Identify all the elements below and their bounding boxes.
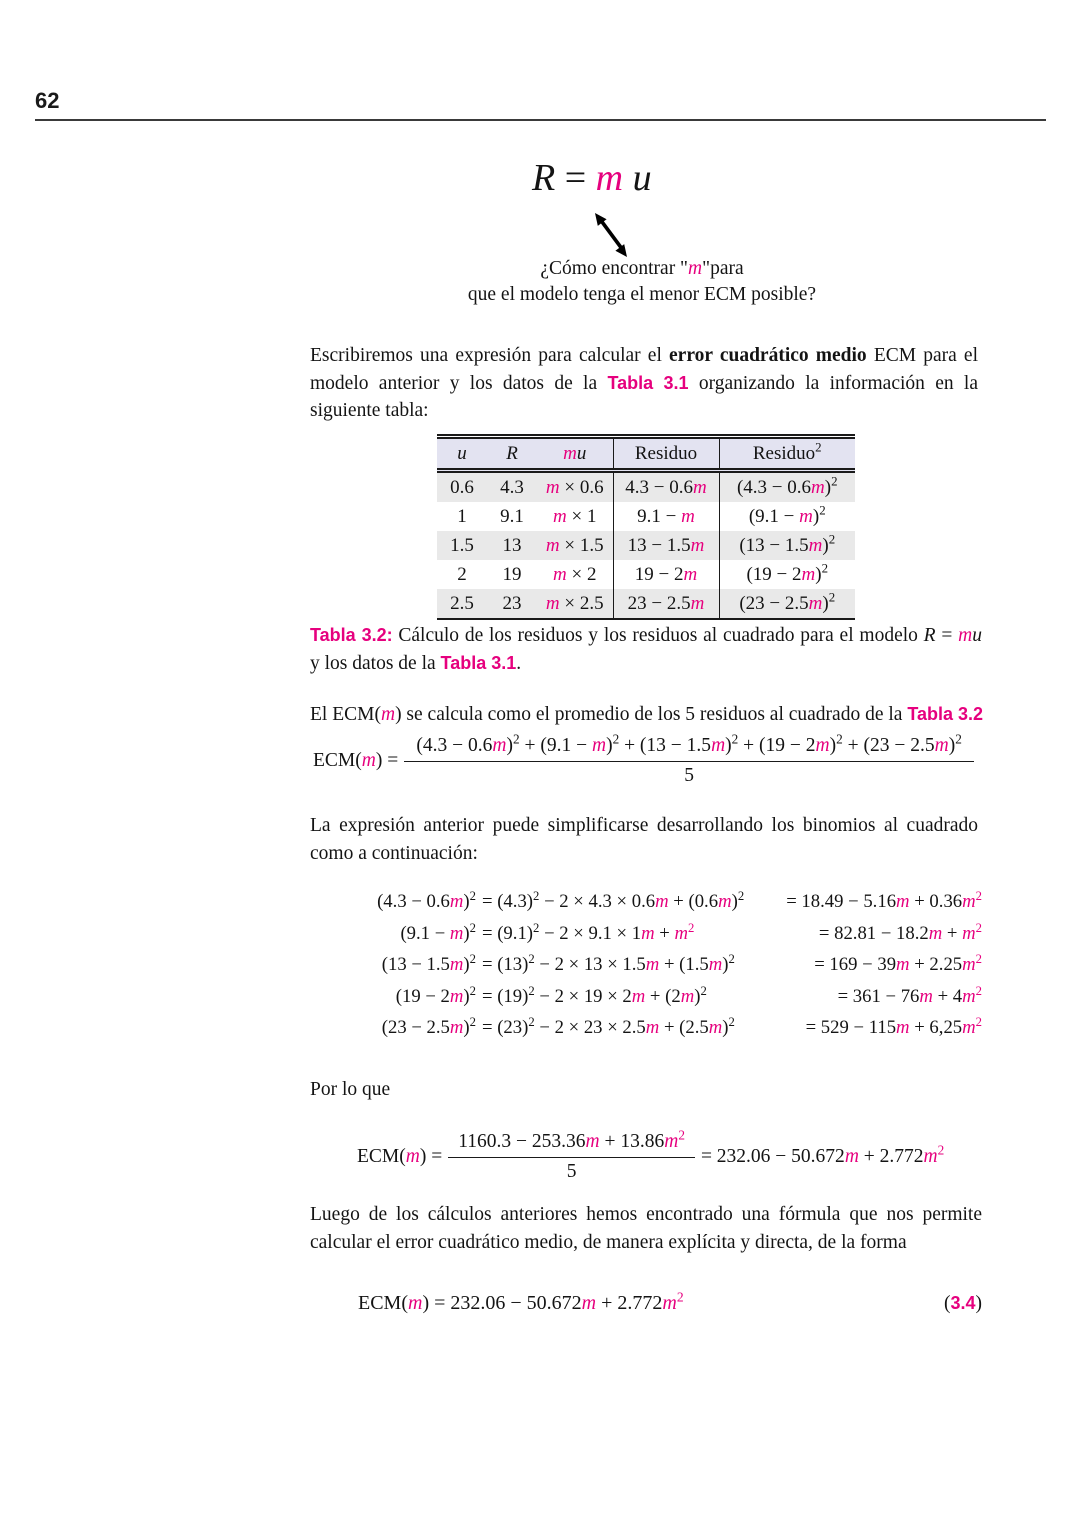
table-3-1-ref-caption: Tabla 3.1 [440, 652, 517, 673]
table-cell: m × 1 [553, 505, 597, 527]
table-cell: 1 [457, 505, 467, 527]
table-cell: 2 [457, 563, 467, 585]
table-body [437, 471, 855, 620]
expansion-row [340, 983, 982, 1008]
table-cell: 9.1 − m [613, 502, 719, 531]
equation-number-value: 3.4 [950, 1293, 976, 1313]
expansion-result: = $169 - 39m + 2.25m^2$ [814, 951, 982, 975]
expansion-result: = $361 - 76m + 4m^2$ [837, 983, 982, 1007]
equation-number [944, 1293, 982, 1315]
table-row [437, 502, 855, 531]
figure-caption-line2: que el modelo tenga el menor ECM posible? [467, 284, 817, 305]
expansion-lhs: $(23 - 2.5m)^2$ [381, 1014, 476, 1038]
figure-caption [310, 256, 974, 308]
table-cell: 13 [502, 534, 522, 556]
expansion-mid: = $(4.3)^2 - 2 \times 4.3 \times 0.6m + (0.6m)^2$ [482, 888, 745, 912]
table-caption [310, 622, 982, 677]
ecm2-lhs: ECM(m) = [357, 1146, 443, 1167]
expansion-lhs: $(19 - 2m)^2$ [395, 983, 476, 1007]
table-caption-text3: . [516, 652, 522, 674]
equation-3-4-math: $ECM(m) = 232.06 - 50.672m + 2.772m^2$ [358, 1289, 684, 1314]
equation-number-close: ) [975, 1293, 982, 1314]
expansion-mid: = $(23)^2 - 2 \times 23 \times 2.5m + (2.5m)^2$ [482, 1014, 735, 1038]
table-cell: m × 2 [553, 563, 597, 585]
expansion-result: = $529 - 115m + 6,25m^2$ [805, 1014, 982, 1038]
fraction-2 [448, 1127, 695, 1183]
table-header-cell: mu [537, 437, 613, 471]
table-cell: $(4.3 - 0.6m)^2$ [719, 471, 855, 503]
table-cell: 23 [502, 592, 522, 614]
table-cell: 9.1 [500, 505, 524, 527]
table-row [437, 589, 855, 619]
expansion-row [340, 951, 982, 976]
ecm-term-bold: error cuadrático medio [669, 345, 867, 366]
table-header-cell: Residuo$^2$ [719, 437, 855, 471]
table-header-row [437, 437, 855, 471]
table-cell: 23 − 2.5m [613, 589, 719, 619]
expansion-mid: = $(13)^2 - 2 \times 13 \times 1.5m + (1.5m)^2$ [482, 951, 735, 975]
table-header-cell: Residuo [613, 437, 719, 471]
page-number: 62 [35, 88, 60, 113]
binomial-expansions [340, 888, 982, 1049]
table-cell: 0.6 [450, 476, 474, 498]
fraction-2-numerator: $1160.3 - 253.36m + 13.86m^2$ [448, 1131, 695, 1158]
paragraph-conclusion: Luego de los cálculos anteriores hemos encontrado una fórmula que nos permite calcular el error cuadrático medio, de manera explícita y directa, de la forma [310, 1204, 982, 1253]
table-cell: 19 [502, 563, 522, 585]
table-cell: 1.5 [450, 534, 474, 556]
expansion-row [340, 920, 982, 945]
table-header-cell: R [487, 437, 537, 471]
expansion-result: = $82.81 - 18.2m + m^2$ [818, 920, 982, 944]
table-cell: $(13 - 1.5m)^2$ [719, 531, 855, 560]
expansion-lhs: $(4.3 - 0.6m)^2$ [377, 888, 476, 912]
table-3-1-ref: Tabla 3.1 [607, 372, 689, 393]
ecm-simplified-formula [357, 1127, 985, 1183]
paragraph-intro-text2: ECM para el modelo anterior y los datos de la [310, 345, 978, 394]
ecm-fraction-formula [313, 731, 980, 787]
table-caption-text1: Cálculo de los residuos y los residuos al cuadrado para el modelo [392, 625, 924, 646]
equation-3-4 [310, 1289, 982, 1315]
table-cell: m × 0.6 [545, 476, 604, 498]
expansion-row [340, 1014, 982, 1039]
table-cell: $(9.1 - m)^2$ [719, 502, 855, 531]
paragraph-ecm-average-text: El ECM(m) se calcula como el promedio de los 5 residuos al cuadrado de la [310, 704, 908, 725]
table-cell: 13 − 1.5m [613, 531, 719, 560]
expansion-result: = $18.49 - 5.16m + 0.36m^2$ [786, 888, 982, 912]
table-3-2-label: Tabla 3.2: [310, 625, 393, 645]
table-cell: 2.5 [450, 592, 474, 614]
fraction-2-denominator: 5 [566, 1161, 577, 1182]
table-cell: 4.3 − 0.6m [613, 471, 719, 503]
paragraph-intro [310, 342, 978, 425]
expansion-lhs: $(9.1 - m)^2$ [400, 920, 476, 944]
table-3-2-ref: Tabla 3.2 [907, 704, 984, 724]
figure-caption-line1: ¿Cómo encontrar "m"para [540, 258, 744, 279]
ecm-formula-lhs: ECM(m) = [313, 750, 399, 771]
table-cell: m × 1.5 [545, 534, 604, 556]
paragraph-intro-text3: organizando la información en la siguiente tabla: [310, 372, 978, 421]
expansion-lhs: $(13 - 1.5m)^2$ [381, 951, 476, 975]
expansion-mid: = $(9.1)^2 - 2 \times 9.1 \times 1m + m^2$ [482, 920, 695, 944]
paragraph-por-lo-que: Por lo que [310, 1079, 391, 1100]
model-formula: R = m u [532, 157, 652, 199]
table-header-cell: u [437, 437, 487, 471]
paragraph-simplify: La expresión anterior puede simplificarse desarrollando los binomios al cuadrado como a continuación: [310, 815, 978, 864]
table-caption-text2: y los datos de la [310, 652, 441, 674]
expansion-row [340, 888, 982, 913]
table-caption-math: R = mu [923, 625, 982, 646]
table-row [437, 560, 855, 589]
header-rule [35, 119, 1046, 121]
fraction-numerator: $(4.3 - 0.6m)^2 + (9.1 - m)^2 + (13 - 1.5m)^2 + (19 - 2m)^2 + (23 - 2.5m)^2$ [404, 735, 974, 762]
fraction [404, 731, 974, 787]
table-row [437, 471, 855, 503]
table-cell: m × 2.5 [545, 592, 604, 614]
table-cell: 4.3 [500, 476, 524, 498]
fraction-denominator: 5 [684, 765, 694, 786]
paragraph-intro-text1: Escribiremos una expresión para calcular el [310, 345, 670, 366]
paragraph-ecm-average [310, 701, 1000, 729]
table-row [437, 531, 855, 560]
table-cell: $(23 - 2.5m)^2$ [719, 589, 855, 619]
ecm2-rhs: = $232.06 - 50.672m + 2.772m^2$ [700, 1142, 945, 1167]
table-cell: 19 − 2m [613, 560, 719, 589]
residuals-table [437, 434, 855, 620]
equation-number-open: ( [943, 1293, 951, 1314]
table-cell: $(19 - 2m)^2$ [719, 560, 855, 589]
expansion-mid: = $(19)^2 - 2 \times 19 \times 2m + (2m)^2$ [482, 983, 707, 1007]
